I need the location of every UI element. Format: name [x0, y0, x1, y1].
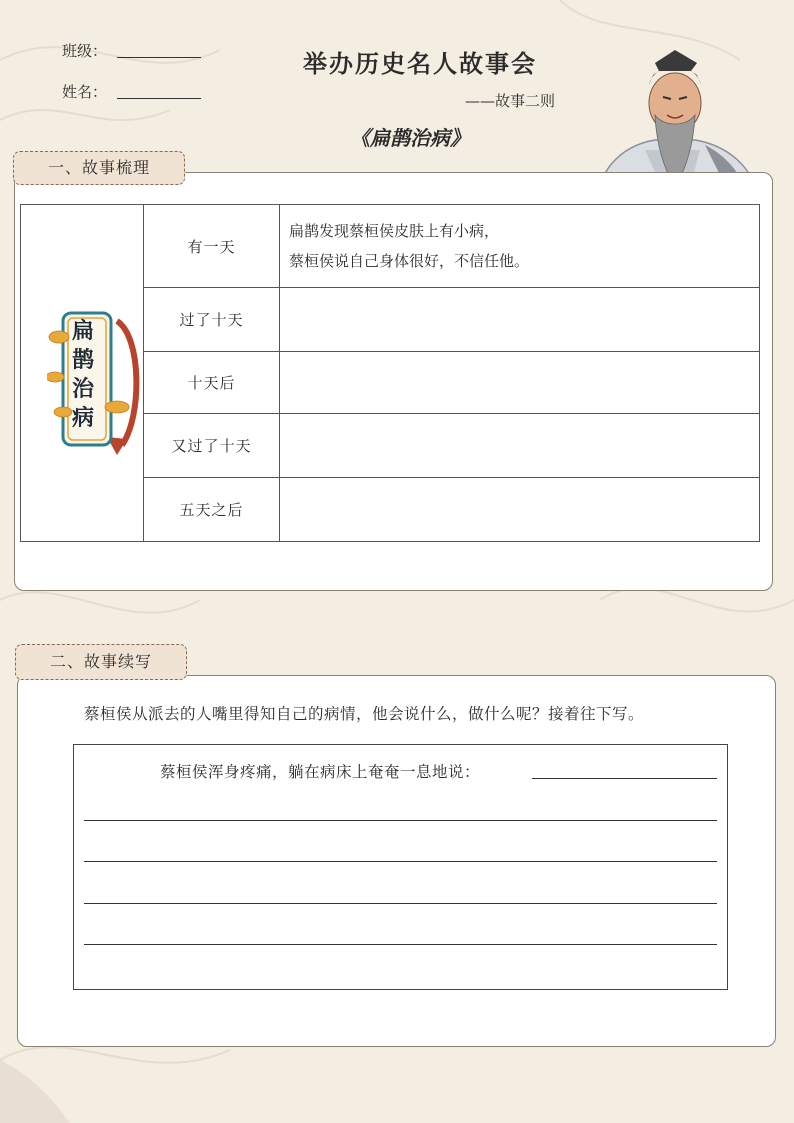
story-title-badge-text	[70, 317, 96, 433]
writing-prompt: 蔡桓侯从派去的人嘴里得知自己的病情，他会说什么，做什么呢？接着往下写。	[84, 705, 645, 723]
content-line: 蔡桓侯说自己身体很好，不信任他。	[289, 252, 530, 270]
section-tab-story-outline: 一、故事梳理	[13, 151, 185, 185]
time-cell: 十天后	[144, 352, 280, 414]
content-cell[interactable]	[280, 414, 760, 478]
page-title: 举办历史名人故事会	[303, 49, 537, 78]
content-cell[interactable]	[280, 352, 760, 414]
content-line: 扁鹊发现蔡桓侯皮肤上有小病，	[289, 222, 500, 240]
story-title-badge-icon	[47, 307, 147, 457]
story-title: 《扁鹊治病》	[350, 126, 470, 150]
content-cell[interactable]	[280, 205, 760, 288]
writing-lead-sentence: 蔡桓侯浑身疼痛，躺在病床上奄奄一息地说：	[160, 763, 481, 781]
writing-line[interactable]	[532, 778, 717, 779]
section-tab-story-continuation: 二、故事续写	[15, 644, 187, 680]
page-subtitle: ——故事二则	[465, 92, 556, 110]
writing-line[interactable]	[84, 820, 717, 821]
time-cell: 五天之后	[144, 478, 280, 542]
class-label: 班级：	[62, 42, 108, 60]
story-title-badge-cell	[21, 205, 144, 542]
time-cell: 又过了十天	[144, 414, 280, 478]
badge-char: 治	[71, 376, 94, 402]
content-cell[interactable]	[280, 288, 760, 352]
badge-char: 病	[71, 405, 94, 431]
writing-line[interactable]	[84, 861, 717, 862]
badge-char: 扁	[71, 318, 94, 344]
name-label: 姓名：	[62, 83, 108, 101]
content-cell[interactable]	[280, 478, 760, 542]
badge-char: 鹊	[71, 347, 94, 373]
story-outline-table	[20, 204, 760, 542]
name-input-line[interactable]	[117, 98, 201, 99]
writing-line[interactable]	[84, 903, 717, 904]
time-cell: 过了十天	[144, 288, 280, 352]
writing-line[interactable]	[84, 944, 717, 945]
table-row	[21, 205, 760, 288]
class-input-line[interactable]	[117, 57, 201, 58]
time-cell: 有一天	[144, 205, 280, 288]
